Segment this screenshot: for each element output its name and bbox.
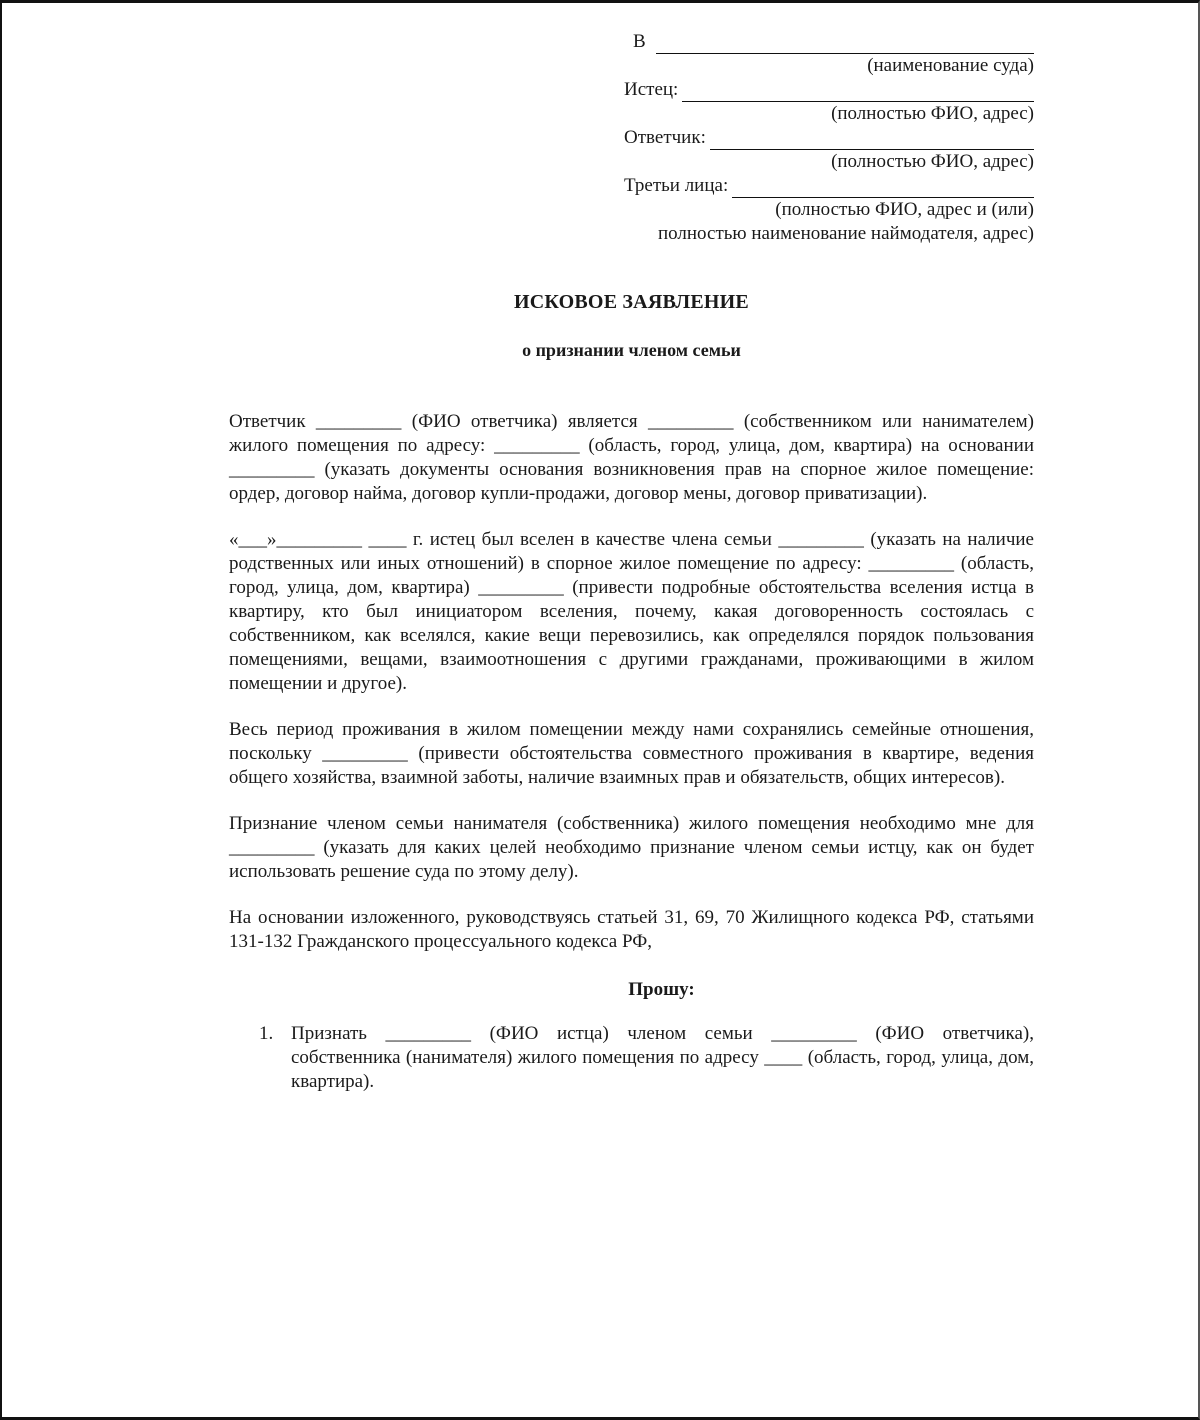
plaintiff-note: (полностью ФИО, адрес) [831,103,1034,124]
defendant-label: Ответчик: [624,127,706,148]
third-parties-note-1: (полностью ФИО, адрес и (или) [775,199,1034,220]
request-item-text: Признать _________ (ФИО истца) членом семьи _________ (ФИО ответчика), собственника (нанимателя) жилого помещения по адресу ____ (область, город, улица, дом, квартира). [291,1023,1034,1092]
paragraph-move-in: «___»_________ ____ г. истец был вселен в качестве члена семьи _________ (указать на наличие родственных или иных отношений) в спорное жилое помещение по адресу: _________ (область, город, улица, дом, квартира) _________ (привести подробные обстоятельства вселения истца в квартиру, кто был инициатором вселения, почему, какая договоренность состоялась с собственником, как вселялся, какие вещи перевозились, как определялся порядок пользования помещениями, вещами, взаимоотношения с другими гражданами, проживающими в жилом помещении и другое). [229,529,1034,694]
paragraph-family-relations: Весь период проживания в жилом помещении между нами сохранялись семейные отношения, поскольку _________ (привести обстоятельства совместного проживания в квартире, ведения общего хозяйства, взаимной заботы, наличие взаимных прав и обязательств, общих интересов). [229,719,1034,788]
court-blank-line [656,35,1034,54]
court-label: В [633,31,646,52]
defendant-note: (полностью ФИО, адрес) [831,151,1034,172]
addressee-block [624,30,1034,246]
defendant-blank-line [710,131,1034,150]
third-parties-label: Третьи лица: [624,175,729,196]
request-item-number: 1. [259,1023,274,1044]
plaintiff-row [624,78,1034,102]
document-page [229,30,1034,1094]
paragraph-purpose: Признание членом семьи нанимателя (собственника) жилого помещения необходимо мне для _________ (указать для каких целей необходимо признание членом семьи истцу, как он будет использовать решение суда по этому делу). [229,813,1034,882]
third-parties-blank-line [732,179,1034,198]
request-heading: Прошу: [628,979,695,1000]
plaintiff-blank-line [682,83,1034,102]
court-row [633,30,1034,54]
defendant-row [624,126,1034,150]
document-subtitle: о признании членом семьи [522,340,741,360]
request-list-item [229,1022,1034,1094]
paragraph-defendant-ownership: Ответчик _________ (ФИО ответчика) является _________ (собственником или нанимателем) жилого помещения по адресу: _________ (область, город, улица, дом, квартира) на основании _________ (указать документы основания возникновения прав на спорное жилое помещение: ордер, договор найма, договор купли-продажи, договор мены, договор приватизации). [229,411,1034,504]
third-parties-note-2: полностью наименование наймодателя, адрес) [657,223,1034,244]
court-note: (наименование суда) [867,55,1034,76]
plaintiff-label: Истец: [624,79,679,100]
third-parties-row [624,174,1034,198]
document-title: ИСКОВОЕ ЗАЯВЛЕНИЕ [514,291,749,313]
paragraph-legal-basis: На основании изложенного, руководствуясь статьей 31, 69, 70 Жилищного кодекса РФ, статьями 131-132 Гражданского процессуального кодекса РФ, [229,907,1034,952]
